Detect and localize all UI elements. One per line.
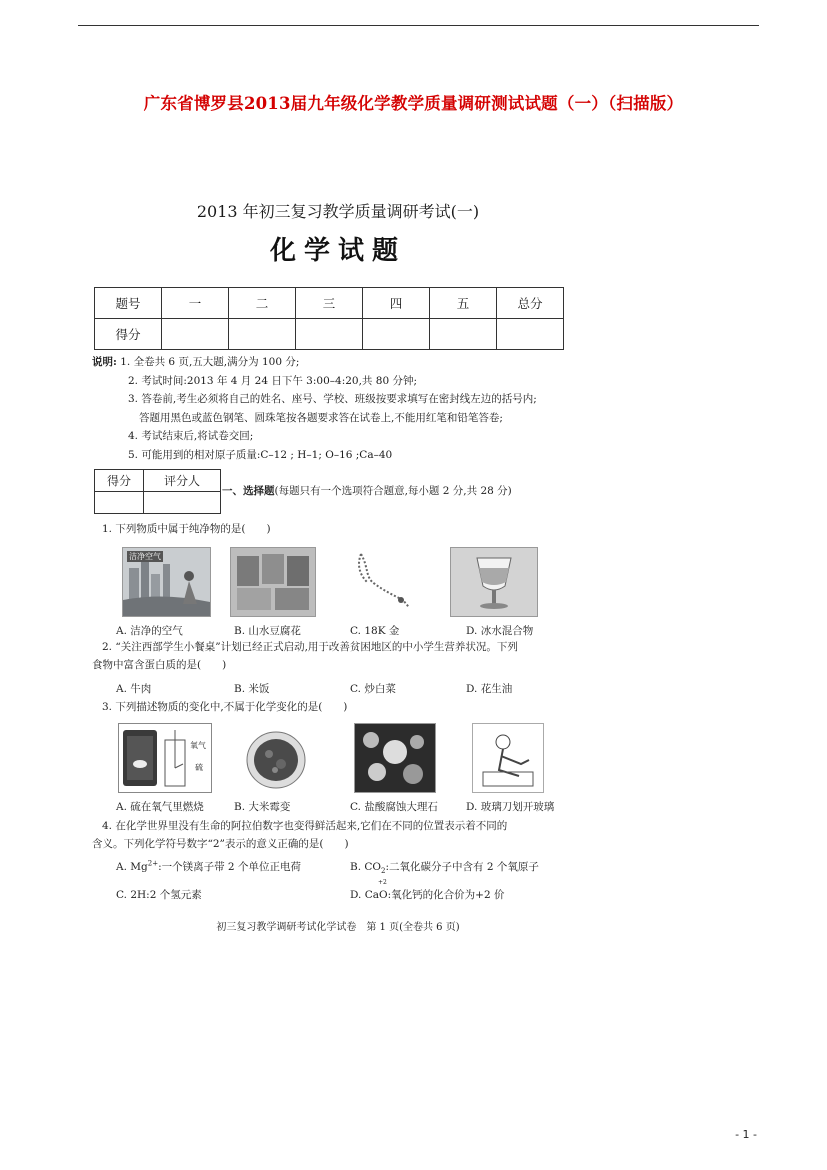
score-cell — [363, 319, 430, 350]
q4-option-a-charge: 2+ — [147, 859, 159, 868]
q1-picture-a-caption: 洁净空气 — [129, 552, 161, 561]
grader-score-cell — [95, 492, 144, 514]
score-header-cell: 五 — [430, 288, 497, 319]
q4-option-d-text: :氧化钙的化合价为+2 价 — [387, 889, 505, 901]
instructions — [92, 353, 592, 465]
q2-option-c: C. 炒白菜 — [350, 683, 396, 695]
score-cell — [229, 319, 296, 350]
q3-picture-moldy-rice — [244, 723, 308, 793]
q3-picture-sulfur-burning — [118, 723, 212, 793]
q1-option-d: D. 冰水混合物 — [466, 625, 534, 637]
score-table-score-row — [95, 319, 564, 350]
q3-label-oxygen: 氧气 — [190, 741, 206, 750]
exam-title: 化学试题 — [269, 236, 406, 266]
section-1-title: 一、选择题 — [222, 485, 275, 497]
q4-option-b-text: :二氧化碳分子中含有 2 个氧原子 — [385, 861, 539, 873]
q3-picture-glass-cutter — [472, 723, 544, 793]
grader-score-label: 得分 — [95, 470, 144, 492]
q4-option-a-symbol: A. Mg — [116, 861, 148, 873]
score-cell — [296, 319, 363, 350]
instruction-line: 答题用黑色或蓝色钢笔、圆珠笔按各题要求答在试卷上,不能用红笔和铅笔答卷; — [139, 411, 503, 424]
q2-option-a: A. 牛肉 — [116, 683, 152, 695]
question-2-stem-line1: 2. “关注西部学生小餐桌”计划已经正式启动,用于改善贫困地区的中小学生营养状况。下列 — [102, 641, 518, 653]
section-1-heading — [222, 483, 512, 498]
question-3-stem: 3. 下列描述物质的变化中,不属于化学变化的是( ) — [102, 701, 348, 713]
grader-table — [94, 469, 221, 514]
instruction-line: 5. 可能用到的相对原子质量:C–12 ; H–1; O–16 ;Ca–40 — [128, 448, 393, 461]
scan-footer: 初三复习教学调研考试化学试卷 第 1 页(全卷共 6 页) — [216, 922, 460, 933]
q3-option-b: B. 大米霉变 — [234, 801, 291, 813]
q4-option-b — [350, 859, 539, 875]
grader-name-label: 评分人 — [144, 470, 221, 492]
page-number: - 1 - — [735, 1128, 757, 1141]
instructions-lead: 说明: — [92, 356, 117, 368]
question-4-stem-line1: 4. 在化学世界里没有生命的阿拉伯数字也变得鲜活起来,它们在不同的位置表示着不同的 — [102, 820, 508, 832]
score-header-cell: 一 — [162, 288, 229, 319]
question-1-stem: 1. 下列物质中属于纯净物的是( ) — [102, 523, 271, 535]
q4-option-a-text: :一个镁离子带 2 个单位正电荷 — [158, 861, 301, 873]
q4-option-c: C. 2H:2 个氢元素 — [116, 889, 202, 901]
q4-option-b-subscript: 2 — [381, 867, 386, 876]
q1-picture-clean-air — [122, 547, 211, 617]
q1-picture-ice-water — [450, 547, 538, 617]
q1-option-a: A. 洁净的空气 — [116, 625, 183, 637]
score-header-cell: 三 — [296, 288, 363, 319]
q4-option-d-symbol: D. CaO — [350, 889, 388, 901]
score-header-cell: 题号 — [95, 288, 162, 319]
exam-subtitle: 2013 年初三复习教学质量调研考试(一) — [196, 202, 480, 221]
question-2-stem-line2: 食物中富含蛋白质的是( ) — [92, 659, 227, 671]
score-header-cell: 四 — [363, 288, 430, 319]
q3-option-d: D. 玻璃刀划开玻璃 — [466, 801, 555, 813]
instruction-line: 3. 答卷前,考生必须将自己的姓名、座号、学校、班级按要求填写在密封线左边的括号内; — [128, 393, 537, 406]
q1-picture-tofu — [230, 547, 316, 617]
score-header-cell: 总分 — [497, 288, 564, 319]
q1-picture-gold-necklace — [346, 547, 418, 611]
scanned-exam-page — [88, 185, 588, 935]
q3-picture-marble-corrosion — [354, 723, 436, 793]
q2-option-b: B. 米饭 — [234, 683, 270, 695]
score-table-header-row — [95, 288, 564, 319]
instruction-line: 1. 全卷共 6 页,五大题,满分为 100 分; — [120, 356, 300, 368]
grader-name-cell — [144, 492, 221, 514]
top-rule — [78, 25, 759, 26]
score-header-cell: 二 — [229, 288, 296, 319]
q3-option-a: A. 硫在氧气里燃烧 — [116, 801, 204, 813]
score-cell — [497, 319, 564, 350]
score-row-label: 得分 — [95, 319, 162, 350]
score-cell — [162, 319, 229, 350]
q4-option-a — [116, 859, 301, 874]
q3-option-c: C. 盐酸腐蚀大理石 — [350, 801, 438, 813]
q4-option-d-valence: +2 — [378, 879, 387, 886]
score-cell — [430, 319, 497, 350]
page-heading: 广东省博罗县2013届九年级化学教学质量调研测试试题（一）（扫描版） — [143, 94, 684, 113]
q3-label-sulfur: 硫 — [195, 763, 203, 772]
q2-option-d: D. 花生油 — [466, 683, 513, 695]
q4-option-b-symbol: B. CO — [350, 861, 382, 873]
instruction-line: 2. 考试时间:2013 年 4 月 24 日下午 3:00–4:20,共 80 分钟; — [128, 374, 418, 387]
q4-option-d — [350, 879, 505, 902]
q1-option-c: C. 18K 金 — [350, 625, 400, 637]
instruction-line: 4. 考试结束后,将试卷交回; — [128, 430, 254, 443]
section-1-description: (每题只有一个选项符合题意,每小题 2 分,共 28 分) — [274, 485, 512, 497]
score-table — [94, 287, 564, 350]
question-4-stem-line2: 含义。下列化学符号数字“2”表示的意义正确的是( ) — [92, 838, 349, 850]
q1-option-b: B. 山水豆腐花 — [234, 625, 301, 637]
